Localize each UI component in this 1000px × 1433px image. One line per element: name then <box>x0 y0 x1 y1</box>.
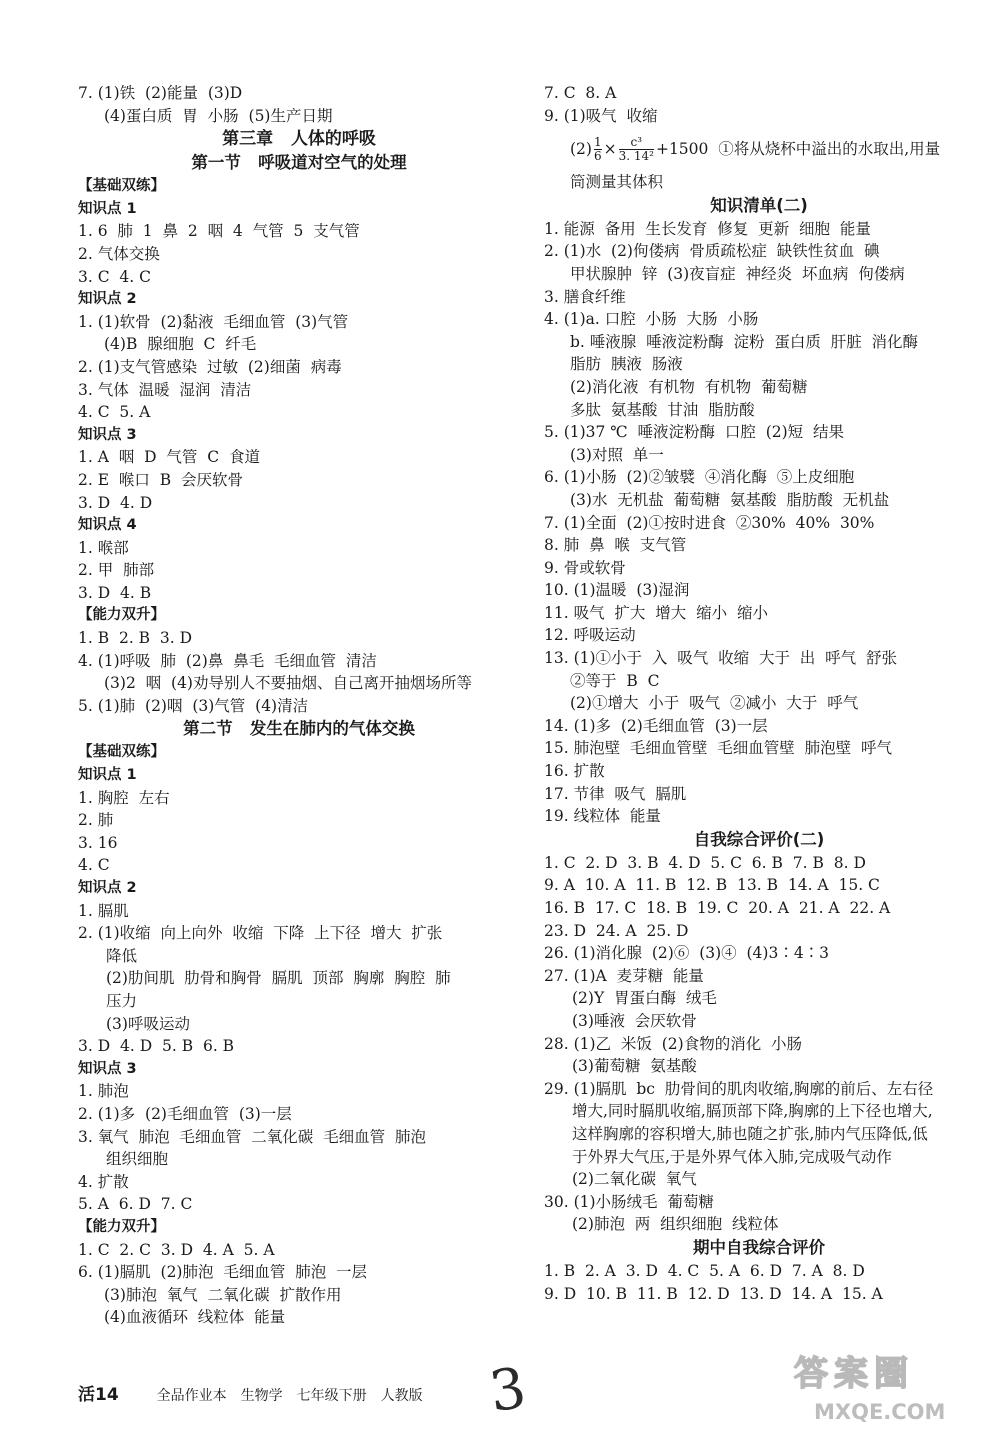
knowledge-point-label: 知识点 1 <box>78 767 137 784</box>
handwritten-mark: 3 <box>485 1355 530 1426</box>
answer-line: 13. (1)①小于 入 吸气 收缩 大于 出 呼气 舒张 <box>544 649 898 668</box>
answer-line: 组织细胞 <box>106 1150 169 1169</box>
answer-line: 15. 肺泡壁 毛细血管壁 毛细血管壁 肺泡壁 呼气 <box>544 739 892 758</box>
watermark-url: MXQE.COM <box>814 1400 946 1424</box>
answer-line: 1. B 2. A 3. D 4. C 5. A 6. D 7. A 8. D <box>544 1261 865 1280</box>
book-edition: 人教版 <box>380 1388 423 1404</box>
answer-line: (2)肋间肌 肋骨和胸骨 膈肌 顶部 胸廓 胸腔 肺 <box>106 969 451 988</box>
answer-line: 2. 肺 <box>78 811 114 830</box>
answer-line: (3)唾液 会厌软骨 <box>572 1011 697 1030</box>
answer-line: 3. D 4. D <box>78 493 153 512</box>
answer-line: 这样胸廓的容积增大,肺也随之扩张,肺内气压降低,低 <box>572 1124 928 1143</box>
answer-line: 压力 <box>106 991 138 1010</box>
answer-line: 16. 扩散 <box>544 762 605 781</box>
answer-line: 28. (1)乙 米饭 (2)食物的消化 小肠 <box>544 1034 803 1053</box>
knowledge-point-label: 知识点 3 <box>78 426 137 443</box>
answer-line: 甲状腺肿 锌 (3)夜盲症 神经炎 坏血病 佝偻病 <box>570 264 905 283</box>
answer-line: 2. E 喉口 B 会厌软骨 <box>78 470 243 489</box>
book-title: 全品作业本 <box>156 1388 227 1404</box>
answer-line: 1. C 2. D 3. B 4. D 5. C 6. B 7. B 8. D <box>544 853 866 872</box>
answer-line: 3. 氧气 肺泡 毛细血管 二氧化碳 毛细血管 肺泡 <box>78 1127 426 1146</box>
book-subject: 生物学 <box>240 1388 283 1404</box>
answer-line: 17. 节律 吸气 膈肌 <box>544 784 687 803</box>
answer-line: (2)①增大 小于 吸气 ②减小 大于 呼气 <box>570 694 859 713</box>
exercise-label: 【能力双升】 <box>78 607 165 624</box>
answer-line: 1. 膈肌 <box>78 901 129 920</box>
answer-line: 7. (1)铁 (2)能量 (3)D <box>78 84 243 102</box>
answer-line: 2. 甲 肺部 <box>78 561 155 580</box>
page-footer <box>78 1380 437 1405</box>
answer-line: 16. B 17. C 18. B 19. C 20. A 21. A 22. A <box>544 899 891 917</box>
answer-line: 8. 肺 鼻 喉 支气管 <box>544 536 687 555</box>
answer-line: 3. D 4. D 5. B 6. B <box>78 1037 235 1056</box>
answer-line: 4. (1)呼吸 肺 (2)鼻 鼻毛 毛细血管 清洁 <box>78 651 377 670</box>
answer-line: (3)对照 单一 <box>570 445 664 464</box>
answer-line: 7. (1)全面 (2)①按时进食 ②30% 40% 30% <box>544 513 875 532</box>
answer-line: 3. 气体 温暖 湿润 清洁 <box>78 380 252 399</box>
answer-line: (3)呼吸运动 <box>106 1014 190 1033</box>
answer-line: 9. D 10. B 11. B 12. D 13. D 14. A 15. A <box>544 1284 883 1303</box>
answer-line: 2. (1)收缩 向上向外 收缩 下降 上下径 增大 扩张 <box>78 924 443 943</box>
knowledge-point-label: 知识点 3 <box>78 1060 137 1077</box>
answer-line: 4. 扩散 <box>78 1172 129 1191</box>
answer-line: 9. (1)吸气 收缩 <box>544 106 658 125</box>
answer-line: 脂肪 胰液 肠液 <box>570 355 683 374</box>
answer-line: (4)血液循环 线粒体 能量 <box>104 1308 286 1327</box>
answer-line: (2)肺泡 两 组织细胞 线粒体 <box>572 1215 779 1234</box>
fraction-numerator: 1 <box>593 134 602 149</box>
answer-line: 5. A 6. D 7. C <box>78 1195 193 1214</box>
fraction-numerator: c³ <box>630 134 643 149</box>
book-grade: 七年级下册 <box>296 1388 367 1404</box>
answer-line: 4. C <box>78 856 110 875</box>
answer-line: 筒测量其体积 <box>570 173 664 192</box>
knowledge-point-label: 知识点 2 <box>78 880 137 896</box>
right-column <box>544 82 974 1305</box>
formula-line <box>544 127 974 171</box>
answer-line: 1. 胸腔 左右 <box>78 788 170 807</box>
answer-line: 30. (1)小肠绒毛 葡萄糖 <box>544 1192 714 1211</box>
fraction-denominator: 6 <box>593 148 602 163</box>
answer-line: 6. (1)膈肌 (2)肺泡 毛细血管 肺泡 一层 <box>78 1263 368 1282</box>
exercise-label: 【基础双练】 <box>78 178 165 195</box>
answer-line: 增大,同时膈肌收缩,膈顶部下降,胸廓的上下径也增大, <box>572 1102 933 1121</box>
section-title: 期中自我综合评价 <box>693 1237 825 1257</box>
answer-line: (3)葡萄糖 氨基酸 <box>572 1057 697 1076</box>
answer-line: 3. D 4. B <box>78 583 152 602</box>
answer-line: (2)消化液 有机物 有机物 葡萄糖 <box>570 377 808 396</box>
formula-suffix: +1500 ①将从烧杯中溢出的水取出,用量 <box>655 139 941 158</box>
answer-line: 2. (1)支气管感染 过敏 (2)细菌 病毒 <box>78 357 342 376</box>
answer-line: 1. 6 肺 1 鼻 2 咽 4 气管 5 支气管 <box>78 222 360 241</box>
section-title: 自我综合评价(二) <box>693 829 825 849</box>
answer-line: 26. (1)消化腺 (2)⑥ (3)④ (4)3∶4∶3 <box>544 944 830 963</box>
watermark-text: 答案圈 <box>794 1354 914 1394</box>
answer-line: 2. 气体交换 <box>78 244 160 263</box>
fraction <box>619 136 654 163</box>
answer-line: b. 唾液腺 唾液淀粉酶 淀粉 蛋白质 肝脏 消化酶 <box>570 332 919 351</box>
section-title: 第二节 发生在肺内的气体交换 <box>183 719 415 739</box>
answer-line: 5. (1)37 ℃ 唾液淀粉酶 口腔 (2)短 结果 <box>544 423 845 442</box>
answer-line: 3. C 4. C <box>78 267 152 286</box>
answer-line: 降低 <box>106 946 138 965</box>
answer-line: (3)水 无机盐 葡萄糖 氨基酸 脂肪酸 无机盐 <box>570 490 890 509</box>
answer-line: 1. B 2. B 3. D <box>78 629 193 648</box>
answer-line: 6. (1)小肠 (2)②皱襞 ④消化酶 ⑤上皮细胞 <box>544 468 855 487</box>
section-title: 第一节 呼吸道对空气的处理 <box>191 153 407 173</box>
answer-line: 27. (1)A 麦芽糖 能量 <box>544 966 704 985</box>
knowledge-point-label: 知识点 1 <box>78 200 137 217</box>
answer-line: (4)蛋白质 胃 小肠 (5)生产日期 <box>104 106 333 125</box>
answer-line: 3. 膳食纤维 <box>544 287 626 306</box>
answer-line: 4. C 5. A <box>78 403 151 422</box>
page-number: 活14 <box>78 1385 119 1405</box>
answer-line: 2. (1)水 (2)佝偻病 骨质疏松症 缺铁性贫血 碘 <box>544 242 880 261</box>
exercise-label: 【能力双升】 <box>78 1218 165 1235</box>
answer-line: 5. (1)肺 (2)咽 (3)气管 (4)清洁 <box>78 696 309 715</box>
chapter-title: 第三章 人体的呼吸 <box>222 129 376 150</box>
answer-line: (2)Y 胃蛋白酶 绒毛 <box>572 989 717 1008</box>
answer-line: (3)肺泡 氧气 二氧化碳 扩散作用 <box>104 1285 342 1304</box>
answer-line: 2. (1)多 (2)毛细血管 (3)一层 <box>78 1104 292 1123</box>
fraction <box>594 136 602 163</box>
answer-line: 1. 肺泡 <box>78 1082 129 1101</box>
answer-line: 9. A 10. A 11. B 12. B 13. B 14. A 15. C <box>544 876 880 895</box>
answer-line: 3. 16 <box>78 833 118 852</box>
left-column <box>78 82 520 1329</box>
knowledge-point-label: 知识点 4 <box>78 517 137 534</box>
answer-line: 12. 呼吸运动 <box>544 626 636 645</box>
answer-line: 7. C 8. A <box>544 84 617 102</box>
answer-line: 1. 喉部 <box>78 538 129 557</box>
answer-line: 1. A 咽 D 气管 C 食道 <box>78 448 260 467</box>
answer-line: 1. 能源 备用 生长发育 修复 更新 细胞 能量 <box>544 219 871 238</box>
answer-line: 29. (1)膈肌 bc 肋骨间的肌肉收缩,胸廓的前后、左右径 <box>544 1079 934 1098</box>
exercise-label: 【基础双练】 <box>78 744 165 761</box>
answer-line: 14. (1)多 (2)毛细血管 (3)一层 <box>544 716 768 735</box>
answer-line: 1. (1)软骨 (2)黏液 毛细血管 (3)气管 <box>78 312 349 331</box>
formula-prefix: (2) <box>570 139 592 158</box>
section-title: 知识清单(二) <box>710 195 808 215</box>
answer-line: 11. 吸气 扩大 增大 缩小 缩小 <box>544 603 768 622</box>
answer-line: 4. (1)a. 口腔 小肠 大肠 小肠 <box>544 310 759 329</box>
answer-line: 多肽 氨基酸 甘油 脂肪酸 <box>570 400 755 419</box>
answer-line: 10. (1)温暖 (3)湿润 <box>544 581 690 600</box>
answer-line: (3)2 咽 (4)劝导别人不要抽烟、自己离开抽烟场所等 <box>104 674 472 693</box>
times-sign: × <box>603 139 617 158</box>
answer-line: (2)二氧化碳 氧气 <box>572 1170 697 1189</box>
answer-line: (4)B 腺细胞 C 纤毛 <box>104 335 257 354</box>
watermark-logo <box>786 1345 986 1427</box>
answer-line: ②等于 B C <box>570 671 660 690</box>
answer-line: 1. C 2. C 3. D 4. A 5. A <box>78 1240 275 1259</box>
answer-line: 23. D 24. A 25. D <box>544 921 689 940</box>
knowledge-point-label: 知识点 2 <box>78 291 137 308</box>
fraction-denominator: 3. 14² <box>618 148 654 163</box>
answer-line: 于外界大气压,于是外界气体入肺,完成吸气动作 <box>572 1147 892 1166</box>
answer-line: 19. 线粒体 能量 <box>544 807 661 826</box>
answer-line: 9. 骨或软骨 <box>544 558 626 577</box>
